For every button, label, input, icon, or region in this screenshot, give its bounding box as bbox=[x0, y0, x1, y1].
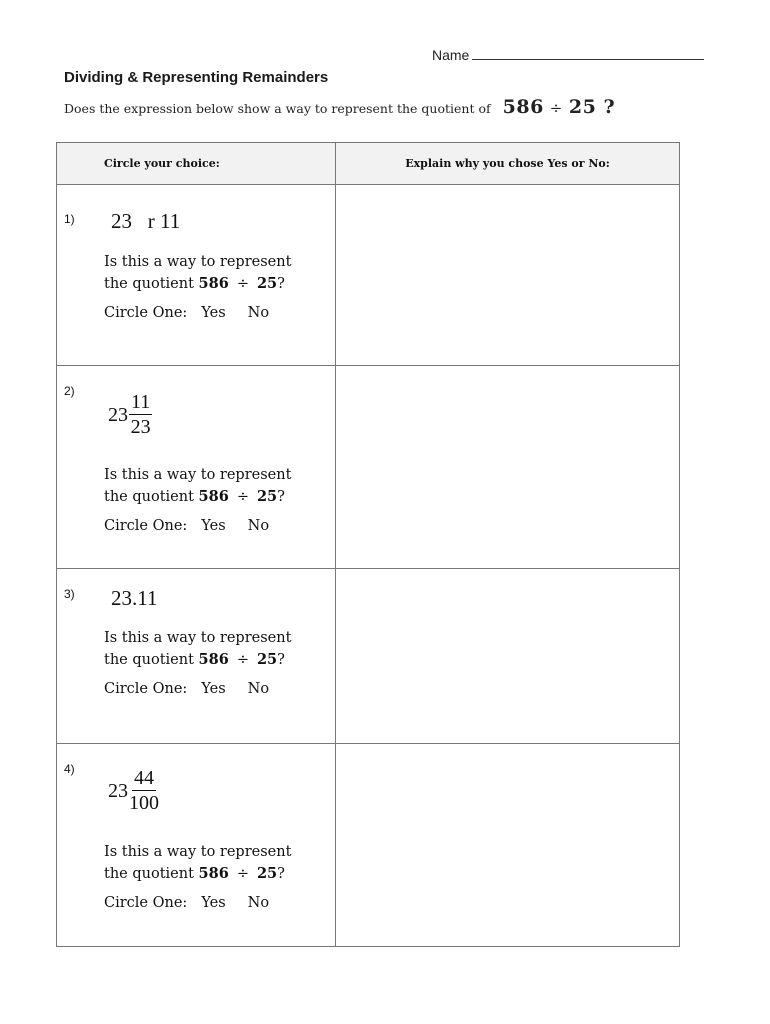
explain-cell-2[interactable] bbox=[336, 366, 680, 569]
divide-symbol: ÷ bbox=[549, 99, 563, 117]
circle-label: Circle One: bbox=[104, 305, 188, 321]
problem-number: 1) bbox=[64, 212, 75, 226]
yes-option[interactable]: Yes bbox=[201, 681, 226, 697]
expr-divisor: 25 bbox=[568, 96, 597, 118]
prompt-line-1: Is this a way to represent bbox=[104, 254, 292, 270]
prompt bbox=[104, 464, 291, 508]
circle-label: Circle One: bbox=[104, 895, 188, 911]
prompt-divisor: 25 bbox=[256, 865, 278, 882]
table-header-row bbox=[57, 143, 680, 185]
problem-number: 4) bbox=[64, 762, 75, 776]
expr-question-mark: ? bbox=[603, 96, 616, 118]
choice-cell-4 bbox=[57, 744, 336, 947]
mixed-whole: 23 bbox=[108, 779, 128, 802]
worksheet-title: Dividing & Representing Remainders bbox=[64, 69, 329, 86]
circle-label: Circle One: bbox=[104, 518, 188, 534]
explain-cell-4[interactable] bbox=[336, 744, 680, 947]
mixed-whole: 23 bbox=[108, 403, 128, 426]
name-field bbox=[432, 47, 704, 63]
numerator: 44 bbox=[134, 767, 154, 789]
no-option[interactable]: No bbox=[247, 895, 270, 911]
table-row bbox=[57, 185, 680, 366]
divide-symbol: ÷ bbox=[236, 652, 249, 668]
problem-expression: 23 r 11 bbox=[111, 209, 181, 233]
circle-one bbox=[104, 305, 269, 321]
name-label: Name bbox=[432, 47, 470, 63]
prompt-dividend: 586 bbox=[198, 865, 229, 882]
prompt-line-2 bbox=[104, 863, 291, 885]
prompt bbox=[104, 841, 291, 885]
prompt-prefix: the quotient bbox=[104, 276, 194, 292]
explain-cell-1[interactable] bbox=[336, 185, 680, 366]
circle-label: Circle One: bbox=[104, 681, 188, 697]
yes-option[interactable]: Yes bbox=[201, 305, 226, 321]
prompt-divisor: 25 bbox=[256, 275, 278, 292]
prompt-line-1: Is this a way to represent bbox=[104, 630, 292, 646]
prompt-prefix: the quotient bbox=[104, 866, 194, 882]
mixed-number bbox=[108, 768, 159, 814]
fraction bbox=[129, 392, 152, 438]
divide-symbol: ÷ bbox=[236, 489, 249, 505]
header-explain: Explain why you chose Yes or No: bbox=[336, 143, 680, 185]
denominator: 100 bbox=[129, 792, 159, 814]
name-blank-line[interactable] bbox=[472, 47, 704, 60]
question-line bbox=[64, 96, 615, 118]
prompt-line-2 bbox=[104, 649, 291, 671]
numerator: 11 bbox=[131, 391, 151, 413]
choice-cell-2 bbox=[57, 366, 336, 569]
problem-number: 2) bbox=[64, 384, 75, 398]
prompt-dividend: 586 bbox=[198, 275, 229, 292]
mixed-number bbox=[108, 392, 152, 438]
prompt-question-mark: ? bbox=[277, 652, 285, 668]
prompt-question-mark: ? bbox=[277, 866, 285, 882]
no-option[interactable]: No bbox=[247, 518, 270, 534]
prompt-question-mark: ? bbox=[277, 276, 285, 292]
prompt bbox=[104, 627, 291, 671]
table-row bbox=[57, 366, 680, 569]
no-option[interactable]: No bbox=[247, 681, 270, 697]
fraction bbox=[129, 768, 159, 814]
prompt bbox=[104, 251, 291, 295]
yes-option[interactable]: Yes bbox=[201, 518, 226, 534]
problem-expression: 23.11 bbox=[111, 586, 158, 610]
prompt-prefix: the quotient bbox=[104, 652, 194, 668]
explain-cell-3[interactable] bbox=[336, 569, 680, 744]
problem-number: 3) bbox=[64, 587, 75, 601]
prompt-dividend: 586 bbox=[198, 651, 229, 668]
circle-one bbox=[104, 895, 269, 911]
choice-cell-3 bbox=[57, 569, 336, 744]
prompt-prefix: the quotient bbox=[104, 489, 194, 505]
denominator: 23 bbox=[130, 416, 151, 438]
table-row bbox=[57, 744, 680, 947]
prompt-divisor: 25 bbox=[256, 488, 278, 505]
prompt-dividend: 586 bbox=[198, 488, 229, 505]
divide-symbol: ÷ bbox=[236, 866, 249, 882]
prompt-question-mark: ? bbox=[277, 489, 285, 505]
worksheet-table bbox=[56, 142, 680, 947]
prompt-line-1: Is this a way to represent bbox=[104, 467, 292, 483]
prompt-line-2 bbox=[104, 486, 291, 508]
prompt-divisor: 25 bbox=[256, 651, 278, 668]
prompt-line-1: Is this a way to represent bbox=[104, 844, 292, 860]
circle-one bbox=[104, 518, 269, 534]
no-option[interactable]: No bbox=[247, 305, 270, 321]
choice-cell-1 bbox=[57, 185, 336, 366]
table-row bbox=[57, 569, 680, 744]
yes-option[interactable]: Yes bbox=[201, 895, 226, 911]
question-expression bbox=[503, 96, 615, 118]
divide-symbol: ÷ bbox=[236, 276, 249, 292]
header-choice: Circle your choice: bbox=[57, 143, 336, 185]
question-text: Does the expression below show a way to represent the quotient of bbox=[64, 101, 491, 116]
prompt-line-2 bbox=[104, 273, 291, 295]
circle-one bbox=[104, 681, 269, 697]
expr-dividend: 586 bbox=[502, 96, 544, 118]
